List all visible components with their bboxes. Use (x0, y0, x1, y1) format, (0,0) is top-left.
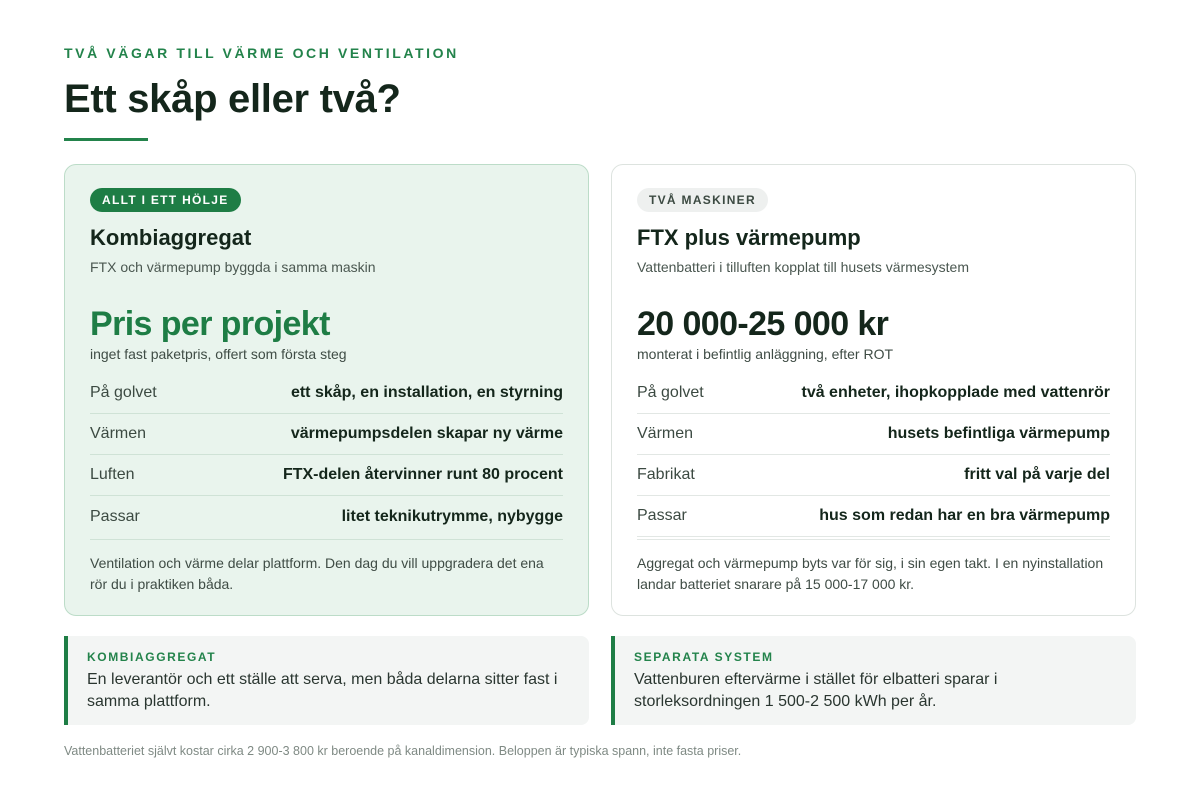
card-price: Pris per projekt (90, 305, 330, 343)
spec-list-divider (637, 539, 1110, 540)
card-price-note: inget fast paketpris, offert som första steg (90, 346, 347, 362)
card-footer-text: Aggregat och värmepump byts var för sig, i sin egen takt. I en nyinstallation landar batteriet snarare på 15 000-17 000 kr. (637, 555, 1104, 592)
spec-value: FTX-delen återvinner runt 80 procent (282, 466, 563, 483)
spec-key: Luften (90, 466, 135, 483)
card-price: 20 000-25 000 kr (637, 305, 889, 343)
card-footer-text: Ventilation och värme delar plattform. Den dag du vill uppgradera det ena rör du i praktiken båda. (90, 555, 544, 592)
spec-key: Fabrikat (637, 466, 695, 483)
callout-text: En leverantör och ett ställe att serva, men båda delarna sitter fast i samma plattform. (87, 671, 558, 710)
spec-key: Passar (637, 507, 687, 524)
callout-kombiaggregat (64, 636, 589, 725)
spec-value: värmepumpsdelen skapar ny värme (290, 425, 563, 442)
spec-value: litet teknikutrymme, nybygge (341, 507, 563, 525)
spec-key: Passar (90, 507, 140, 525)
spec-row (90, 414, 563, 455)
spec-row (90, 496, 563, 537)
spec-list-divider (90, 539, 563, 540)
spec-list (90, 373, 563, 537)
option-card-ftx-plus-varmepump (611, 164, 1136, 616)
spec-key: På golvet (90, 384, 157, 401)
spec-row (90, 455, 563, 496)
spec-value: två enheter, ihopkopplade med vattenrör (801, 384, 1110, 401)
footnote: Vattenbatteriet självt kostar cirka 2 900-3 800 kr beroende på kanaldimension. Beloppen är typiska spann, inte fasta priser. (64, 744, 742, 758)
title-underline (64, 138, 148, 141)
spec-value: ett skåp, en installation, en styrning (290, 384, 563, 401)
card-subtitle: FTX och värmepump byggda i samma maskin (90, 259, 376, 275)
spec-row (637, 455, 1110, 496)
page-title: Ett skåp eller två? (64, 77, 401, 121)
card-title: Kombiaggregat (90, 225, 252, 250)
card-badge: TVÅ MASKINER (637, 188, 768, 212)
callout-text: Vattenburen eftervärme i stället för elbatteri sparar i storleksordningen 1 500-2 500 kWh per år. (634, 671, 998, 710)
spec-key: På golvet (637, 384, 704, 401)
card-price-note: monterat i befintlig anläggning, efter ROT (637, 346, 894, 362)
spec-list (637, 373, 1110, 537)
spec-value: fritt val på varje del (964, 466, 1110, 483)
eyebrow-label: TVÅ VÄGAR TILL VÄRME OCH VENTILATION (64, 45, 459, 61)
spec-value: hus som redan har en bra värmepump (819, 507, 1110, 524)
option-card-kombiaggregat (64, 164, 589, 616)
card-subtitle: Vattenbatteri i tilluften kopplat till husets värmesystem (637, 259, 970, 275)
card-title: FTX plus värmepump (637, 225, 861, 250)
spec-row (90, 373, 563, 414)
callout-separata-system (611, 636, 1136, 725)
spec-key: Värmen (637, 425, 694, 442)
spec-row (637, 496, 1110, 537)
callout-label: SEPARATA SYSTEM (634, 650, 774, 664)
spec-value: husets befintliga värmepump (887, 425, 1110, 442)
card-badge: ALLT I ETT HÖLJE (90, 188, 241, 212)
callout-label: KOMBIAGGREGAT (87, 650, 217, 664)
spec-row (637, 414, 1110, 455)
spec-row (637, 373, 1110, 414)
spec-key: Värmen (90, 425, 147, 442)
